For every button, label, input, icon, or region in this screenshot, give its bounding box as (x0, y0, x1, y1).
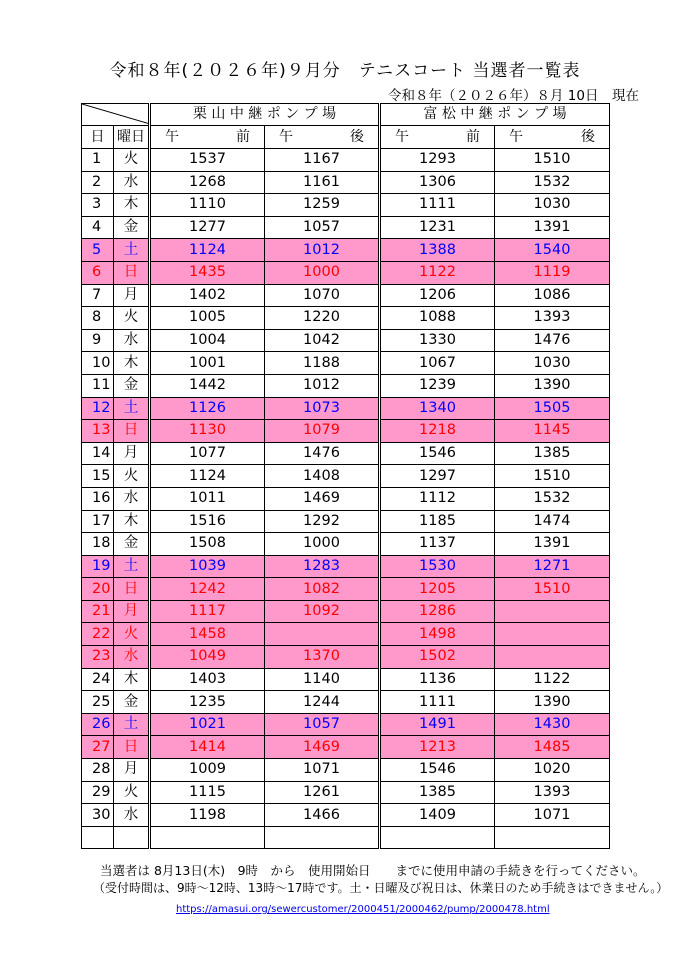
weekday-cell: 土 (114, 397, 150, 420)
weekday-cell: 木 (114, 668, 150, 691)
weekday-cell: 火 (114, 307, 150, 330)
kuriyama-pm-cell: 1259 (265, 194, 380, 217)
venue-tomimatsu: 富 松 中 継 ポ ン プ 場 (380, 104, 610, 126)
header-row-venues (82, 104, 610, 126)
kuriyama-am-cell: 1009 (150, 759, 265, 782)
weekday-cell: 水 (114, 804, 150, 827)
table-row (82, 307, 610, 330)
weekday-cell: 金 (114, 216, 150, 239)
tomimatsu-pm-cell: 1071 (495, 804, 610, 827)
winners-table (81, 103, 610, 849)
tomimatsu-pm-cell: 1474 (495, 510, 610, 533)
weekday-cell: 日 (114, 736, 150, 759)
kuriyama-pm-cell: 1082 (265, 578, 380, 601)
tomimatsu-am-cell: 1388 (380, 239, 495, 262)
as-of-date: 令和８年（２０２６年）８月 10日 現在 (388, 88, 639, 104)
tomimatsu-am-cell (380, 826, 495, 849)
tomimatsu-pm-cell: 1510 (495, 465, 610, 488)
kuriyama-am-cell: 1039 (150, 555, 265, 578)
day-cell: 16 (82, 487, 114, 510)
tomimatsu-pm-cell (495, 646, 610, 669)
kuriyama-pm-cell: 1079 (265, 420, 380, 443)
kuriyama-am-cell: 1458 (150, 623, 265, 646)
day-cell: 4 (82, 216, 114, 239)
table-row (82, 668, 610, 691)
kuriyama-pm-cell: 1012 (265, 239, 380, 262)
diagonal-header-cell (82, 104, 150, 126)
weekday-cell: 月 (114, 600, 150, 623)
weekday-cell: 火 (114, 149, 150, 172)
table-row (82, 397, 610, 420)
kuriyama-am-cell: 1508 (150, 533, 265, 556)
tomimatsu-pm-cell: 1020 (495, 759, 610, 782)
col-day-header: 日 (82, 126, 114, 149)
day-cell: 2 (82, 171, 114, 194)
kuriyama-am-cell: 1004 (150, 329, 265, 352)
table-row (82, 578, 610, 601)
kuriyama-pm-cell: 1244 (265, 691, 380, 714)
table-row (82, 442, 610, 465)
kuriyama-am-cell: 1235 (150, 691, 265, 714)
kuriyama-pm-cell: 1000 (265, 261, 380, 284)
day-cell: 15 (82, 465, 114, 488)
tomimatsu-am-cell: 1546 (380, 442, 495, 465)
day-cell: 29 (82, 781, 114, 804)
tomimatsu-pm-cell: 1271 (495, 555, 610, 578)
table-row (82, 555, 610, 578)
kuriyama-am-cell: 1198 (150, 804, 265, 827)
kuriyama-am-cell: 1277 (150, 216, 265, 239)
tomimatsu-pm-cell: 1385 (495, 442, 610, 465)
tomimatsu-pm-cell: 1532 (495, 171, 610, 194)
tomimatsu-am-cell: 1136 (380, 668, 495, 691)
kuriyama-am-cell (150, 826, 265, 849)
notice-line-2: （受付時間は、9時～12時、13時～17時です。土・日曜及び祝日は、休業日のため手続きはできません。） (93, 881, 669, 895)
day-cell: 30 (82, 804, 114, 827)
day-cell: 10 (82, 352, 114, 375)
kuriyama-pm-cell: 1070 (265, 284, 380, 307)
tomimatsu-am-cell: 1546 (380, 759, 495, 782)
am-char-1: 午 (165, 128, 179, 145)
tomimatsu-am-cell: 1111 (380, 691, 495, 714)
day-cell: 18 (82, 533, 114, 556)
table-row (82, 510, 610, 533)
tomimatsu-am-cell: 1137 (380, 533, 495, 556)
day-cell: 13 (82, 420, 114, 443)
tomimatsu-pm-cell: 1145 (495, 420, 610, 443)
weekday-cell: 水 (114, 329, 150, 352)
table-row (82, 149, 610, 172)
kuriyama-pm-cell: 1167 (265, 149, 380, 172)
table-row (82, 600, 610, 623)
tomimatsu-am-cell: 1112 (380, 487, 495, 510)
day-cell: 5 (82, 239, 114, 262)
table-row (82, 374, 610, 397)
tomimatsu-pm-cell: 1030 (495, 194, 610, 217)
day-cell: 17 (82, 510, 114, 533)
day-cell: 21 (82, 600, 114, 623)
weekday-cell: 木 (114, 352, 150, 375)
weekday-cell: 木 (114, 194, 150, 217)
kuriyama-pm-cell: 1261 (265, 781, 380, 804)
tomimatsu-pm-cell: 1540 (495, 239, 610, 262)
kuriyama-am-cell: 1242 (150, 578, 265, 601)
page-title: 令和８年(２０２６年)９月分 テニスコート 当選者一覧表 (109, 61, 581, 81)
col-weekday-header: 曜日 (114, 126, 150, 149)
kuriyama-pm-cell: 1408 (265, 465, 380, 488)
tomimatsu-pm-cell (495, 826, 610, 849)
table-row (82, 759, 610, 782)
tomimatsu-am-cell: 1297 (380, 465, 495, 488)
kuriyama-am-cell: 1005 (150, 307, 265, 330)
tomimatsu-pm-cell: 1390 (495, 374, 610, 397)
day-cell: 26 (82, 713, 114, 736)
tomimatsu-pm-cell (495, 623, 610, 646)
kuriyama-pm-cell: 1071 (265, 759, 380, 782)
pm-char-1: 午 (279, 128, 293, 145)
day-cell: 27 (82, 736, 114, 759)
kuriyama-pm-cell: 1057 (265, 216, 380, 239)
table-row (82, 646, 610, 669)
day-cell: 24 (82, 668, 114, 691)
kuriyama-am-cell: 1402 (150, 284, 265, 307)
day-cell: 19 (82, 555, 114, 578)
kuriyama-pm-cell: 1292 (265, 510, 380, 533)
tomimatsu-am-cell: 1340 (380, 397, 495, 420)
tomimatsu-pm-cell: 1030 (495, 352, 610, 375)
tomimatsu-pm-cell: 1391 (495, 533, 610, 556)
kuriyama-pm-cell: 1283 (265, 555, 380, 578)
table-row (82, 804, 610, 827)
kuriyama-am-cell: 1126 (150, 397, 265, 420)
tomimatsu-pm-cell: 1430 (495, 713, 610, 736)
weekday-cell: 月 (114, 759, 150, 782)
weekday-cell: 日 (114, 420, 150, 443)
tomimatsu-am-cell: 1213 (380, 736, 495, 759)
kuriyama-pm-cell: 1476 (265, 442, 380, 465)
kuriyama-am-cell: 1001 (150, 352, 265, 375)
kuriyama-pm-cell: 1042 (265, 329, 380, 352)
tomimatsu-pm-cell: 1532 (495, 487, 610, 510)
weekday-cell: 金 (114, 691, 150, 714)
col-tomimatsu-pm (495, 126, 610, 149)
am-char-2: 前 (236, 128, 250, 145)
weekday-cell (114, 826, 150, 849)
weekday-cell: 金 (114, 374, 150, 397)
tomimatsu-pm-cell: 1086 (495, 284, 610, 307)
tomimatsu-pm-cell: 1485 (495, 736, 610, 759)
table-row (82, 284, 610, 307)
kuriyama-am-cell: 1414 (150, 736, 265, 759)
kuriyama-pm-cell: 1469 (265, 487, 380, 510)
kuriyama-pm-cell: 1057 (265, 713, 380, 736)
kuriyama-pm-cell: 1140 (265, 668, 380, 691)
weekday-cell: 水 (114, 487, 150, 510)
weekday-cell: 日 (114, 261, 150, 284)
kuriyama-am-cell: 1049 (150, 646, 265, 669)
kuriyama-am-cell: 1442 (150, 374, 265, 397)
kuriyama-pm-cell: 1012 (265, 374, 380, 397)
kuriyama-pm-cell: 1161 (265, 171, 380, 194)
tomimatsu-am-cell: 1239 (380, 374, 495, 397)
table-row (82, 329, 610, 352)
table-row (82, 691, 610, 714)
tomimatsu-pm-cell: 1391 (495, 216, 610, 239)
table-row (82, 171, 610, 194)
tomimatsu-pm-cell: 1390 (495, 691, 610, 714)
kuriyama-pm-cell (265, 826, 380, 849)
day-cell: 23 (82, 646, 114, 669)
weekday-cell: 水 (114, 646, 150, 669)
tomimatsu-am-cell: 1111 (380, 194, 495, 217)
tomimatsu-am-cell: 1286 (380, 600, 495, 623)
kuriyama-pm-cell: 1188 (265, 352, 380, 375)
kuriyama-am-cell: 1268 (150, 171, 265, 194)
kuriyama-am-cell: 1516 (150, 510, 265, 533)
weekday-cell: 日 (114, 578, 150, 601)
notice-line-1: 当選者は 8月13日(木) 9時 から 使用開始日 までに使用申請の手続きを行ってください。 (100, 863, 646, 878)
tomimatsu-am-cell: 1088 (380, 307, 495, 330)
kuriyama-am-cell: 1124 (150, 465, 265, 488)
day-cell: 22 (82, 623, 114, 646)
day-cell: 8 (82, 307, 114, 330)
header-row-periods (82, 126, 610, 149)
kuriyama-am-cell: 1537 (150, 149, 265, 172)
table-row (82, 194, 610, 217)
kuriyama-am-cell: 1011 (150, 487, 265, 510)
kuriyama-am-cell: 1124 (150, 239, 265, 262)
day-cell (82, 826, 114, 849)
tomimatsu-am-cell: 1067 (380, 352, 495, 375)
tomimatsu-am-cell: 1122 (380, 261, 495, 284)
day-cell: 7 (82, 284, 114, 307)
tomimatsu-am-cell: 1491 (380, 713, 495, 736)
table-row (82, 465, 610, 488)
tomimatsu-pm-cell: 1393 (495, 307, 610, 330)
am-char-2: 前 (466, 128, 480, 145)
table-row (82, 216, 610, 239)
tomimatsu-pm-cell: 1393 (495, 781, 610, 804)
day-cell: 12 (82, 397, 114, 420)
day-cell: 11 (82, 374, 114, 397)
table-row (82, 420, 610, 443)
table-row (82, 736, 610, 759)
weekday-cell: 土 (114, 555, 150, 578)
kuriyama-pm-cell (265, 623, 380, 646)
table-row (82, 261, 610, 284)
kuriyama-am-cell: 1403 (150, 668, 265, 691)
tomimatsu-am-cell: 1206 (380, 284, 495, 307)
day-cell: 14 (82, 442, 114, 465)
day-cell: 20 (82, 578, 114, 601)
col-kuriyama-pm (265, 126, 380, 149)
weekday-cell: 火 (114, 781, 150, 804)
table-row (82, 352, 610, 375)
tomimatsu-pm-cell: 1476 (495, 329, 610, 352)
day-cell: 25 (82, 691, 114, 714)
tomimatsu-am-cell: 1231 (380, 216, 495, 239)
table-row (82, 487, 610, 510)
kuriyama-am-cell: 1110 (150, 194, 265, 217)
weekday-cell: 土 (114, 239, 150, 262)
tomimatsu-pm-cell: 1119 (495, 261, 610, 284)
tomimatsu-am-cell: 1205 (380, 578, 495, 601)
kuriyama-am-cell: 1021 (150, 713, 265, 736)
tomimatsu-am-cell: 1385 (380, 781, 495, 804)
day-cell: 9 (82, 329, 114, 352)
tomimatsu-am-cell: 1218 (380, 420, 495, 443)
weekday-cell: 金 (114, 533, 150, 556)
weekday-cell: 水 (114, 171, 150, 194)
kuriyama-pm-cell: 1370 (265, 646, 380, 669)
pm-char-2: 後 (581, 128, 595, 145)
tomimatsu-am-cell: 1502 (380, 646, 495, 669)
table-row (82, 713, 610, 736)
tomimatsu-am-cell: 1330 (380, 329, 495, 352)
weekday-cell: 月 (114, 442, 150, 465)
weekday-cell: 火 (114, 465, 150, 488)
kuriyama-pm-cell: 1466 (265, 804, 380, 827)
tomimatsu-pm-cell: 1122 (495, 668, 610, 691)
source-link[interactable]: https://amasui.org/sewercustomer/2000451/2000462/pump/2000478.html (176, 904, 550, 915)
kuriyama-pm-cell: 1092 (265, 600, 380, 623)
tomimatsu-pm-cell: 1505 (495, 397, 610, 420)
pm-char-1: 午 (509, 128, 523, 145)
kuriyama-pm-cell: 1469 (265, 736, 380, 759)
diagonal-line-icon (82, 104, 150, 124)
table-row (82, 781, 610, 804)
weekday-cell: 木 (114, 510, 150, 533)
tomimatsu-am-cell: 1306 (380, 171, 495, 194)
kuriyama-pm-cell: 1220 (265, 307, 380, 330)
tomimatsu-pm-cell: 1510 (495, 578, 610, 601)
tomimatsu-am-cell: 1185 (380, 510, 495, 533)
pm-char-2: 後 (350, 128, 364, 145)
tomimatsu-pm-cell: 1510 (495, 149, 610, 172)
am-char-1: 午 (395, 128, 409, 145)
day-cell: 6 (82, 261, 114, 284)
tomimatsu-am-cell: 1293 (380, 149, 495, 172)
tomimatsu-am-cell: 1498 (380, 623, 495, 646)
kuriyama-am-cell: 1115 (150, 781, 265, 804)
table-row (82, 826, 610, 849)
kuriyama-am-cell: 1077 (150, 442, 265, 465)
table-row (82, 533, 610, 556)
day-cell: 1 (82, 149, 114, 172)
col-tomimatsu-am (380, 126, 495, 149)
kuriyama-am-cell: 1130 (150, 420, 265, 443)
kuriyama-am-cell: 1435 (150, 261, 265, 284)
tomimatsu-pm-cell (495, 600, 610, 623)
tomimatsu-am-cell: 1530 (380, 555, 495, 578)
col-kuriyama-am (150, 126, 265, 149)
table-row (82, 623, 610, 646)
kuriyama-am-cell: 1117 (150, 600, 265, 623)
table-row (82, 239, 610, 262)
weekday-cell: 月 (114, 284, 150, 307)
day-cell: 3 (82, 194, 114, 217)
kuriyama-pm-cell: 1000 (265, 533, 380, 556)
weekday-cell: 火 (114, 623, 150, 646)
venue-kuriyama: 栗 山 中 継 ポ ン プ 場 (150, 104, 380, 126)
day-cell: 28 (82, 759, 114, 782)
weekday-cell: 土 (114, 713, 150, 736)
kuriyama-pm-cell: 1073 (265, 397, 380, 420)
tomimatsu-am-cell: 1409 (380, 804, 495, 827)
